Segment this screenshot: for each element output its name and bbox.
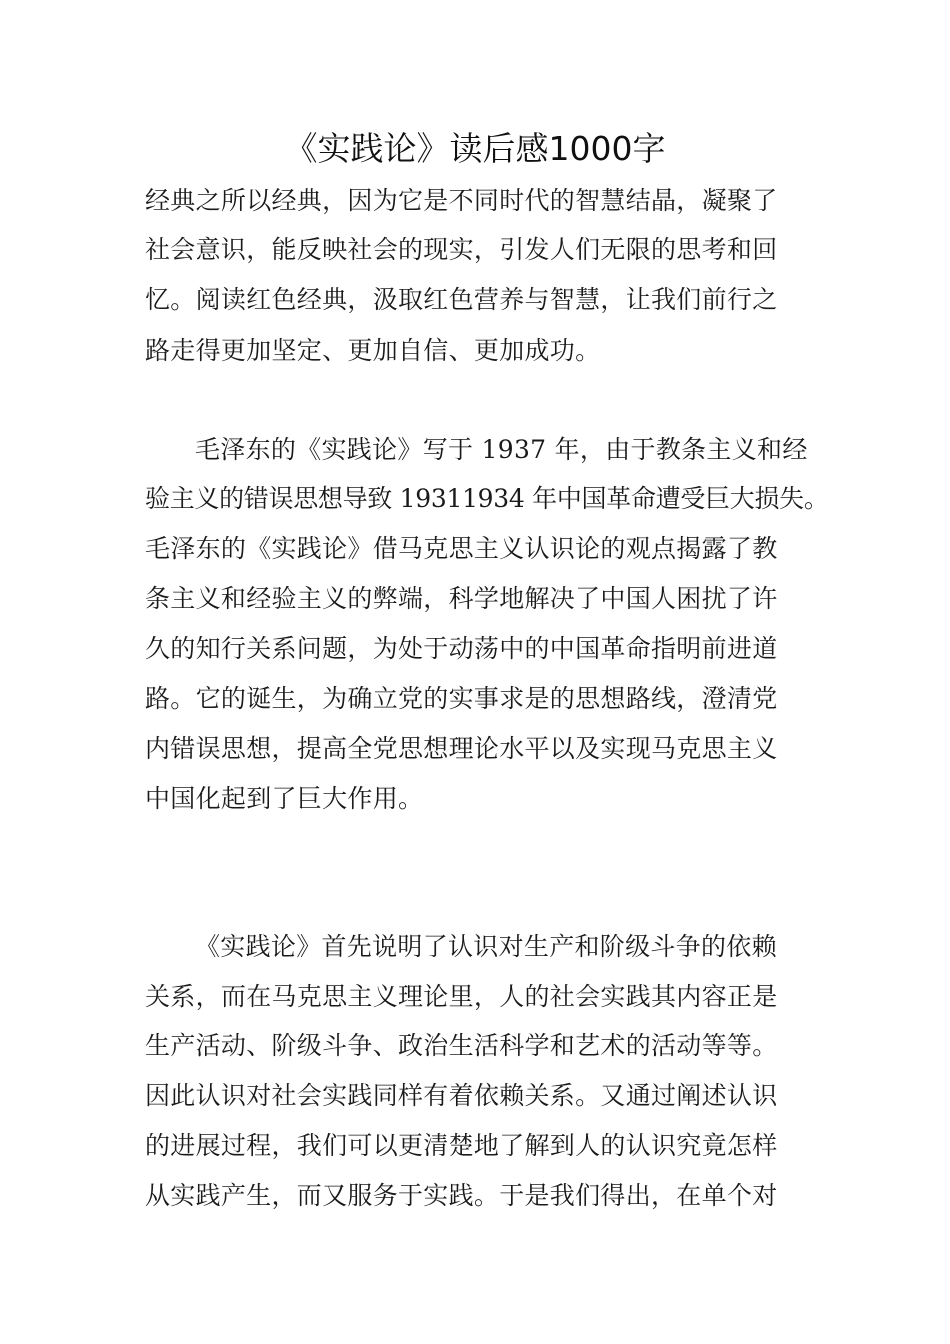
paragraph-3-line-2: 关系，而在马克思主义理论里，人的社会实践其内容正是 bbox=[145, 982, 778, 1011]
paragraph-3-line-1: 《实践论》首先说明了认识对生产和阶级斗争的依赖 bbox=[195, 932, 777, 961]
document-title: 《实践论》读后感1000字 bbox=[284, 129, 666, 168]
paragraph-1-line-2: 社会意识，能反映社会的现实，引发人们无限的思考和回 bbox=[145, 235, 778, 264]
paragraph-1-line-1: 经典之所以经典，因为它是不同时代的智慧结晶，凝聚了 bbox=[145, 186, 778, 215]
paragraph-2-line-2: 验主义的错误思想导致 19311934 年中国革命遭受巨大损失。 bbox=[145, 484, 829, 513]
paragraph-3-line-4: 因此认识对社会实践同样有着依赖关系。又通过阐述认识 bbox=[145, 1081, 778, 1110]
paragraph-2-line-1: 毛泽东的《实践论》写于 1937 年，由于教条主义和经 bbox=[195, 435, 808, 464]
paragraph-1-line-3: 忆。阅读红色经典，汲取红色营养与智慧，让我们前行之 bbox=[145, 285, 778, 314]
paragraph-2-line-8: 中国化起到了巨大作用。 bbox=[145, 784, 424, 813]
paragraph-2-line-5: 久的知行关系问题，为处于动荡中的中国革命指明前进道 bbox=[145, 634, 778, 663]
paragraph-2-line-6: 路。它的诞生，为确立党的实事求是的思想路线，澄清党 bbox=[145, 684, 778, 713]
paragraph-3-line-3: 生产活动、阶级斗争、政治生活科学和艺术的活动等等。 bbox=[145, 1031, 778, 1060]
paragraph-1-line-4: 路走得更加坚定、更加自信、更加成功。 bbox=[145, 336, 601, 365]
paragraph-2-line-7: 内错误思想，提高全党思想理论水平以及实现马克思主义 bbox=[145, 734, 778, 763]
paragraph-3-line-6: 从实践产生，而又服务于实践。于是我们得出，在单个对 bbox=[145, 1181, 778, 1210]
paragraph-3-line-5: 的进展过程，我们可以更清楚地了解到人的认识究竟怎样 bbox=[145, 1131, 778, 1160]
paragraph-2-line-4: 条主义和经验主义的弊端，科学地解决了中国人困扰了许 bbox=[145, 584, 778, 613]
paragraph-2-line-3: 毛泽东的《实践论》借马克思主义认识论的观点揭露了教 bbox=[145, 534, 778, 563]
